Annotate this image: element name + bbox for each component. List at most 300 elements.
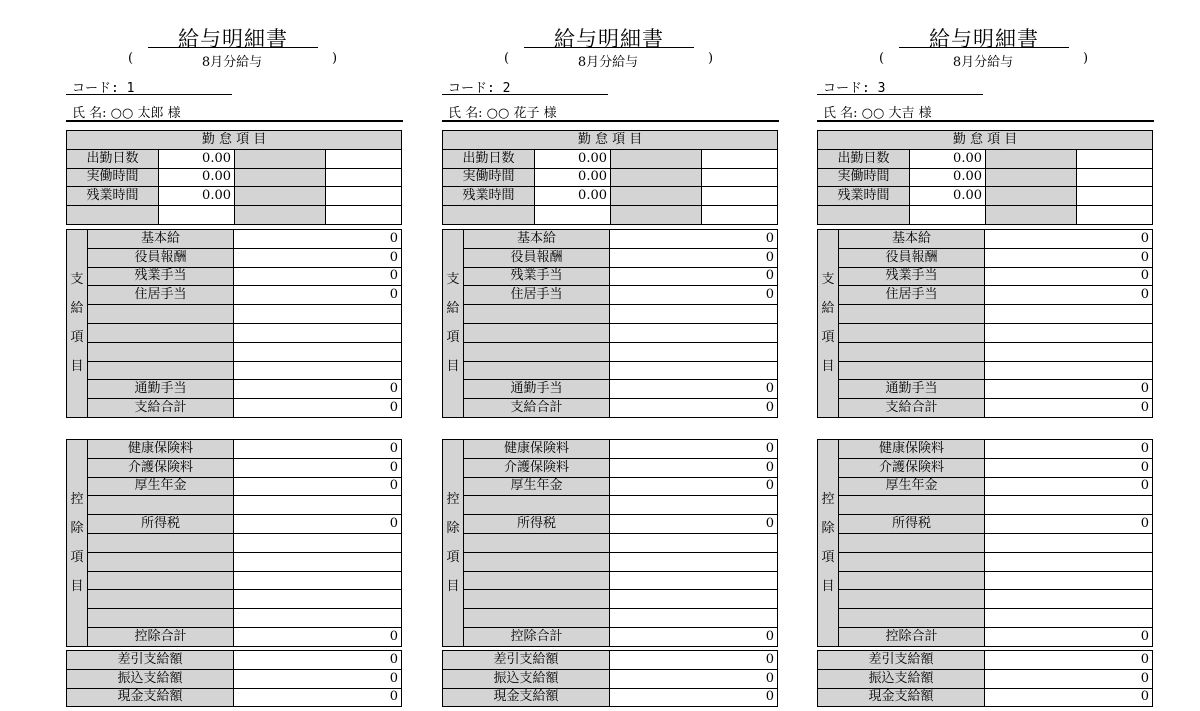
attendance-header: 勤 怠 項 目 [67, 131, 402, 150]
net-item-value: 0 [985, 669, 1153, 688]
deduction-item-value [985, 533, 1153, 552]
attendance-extra-label [611, 168, 702, 187]
deduction-row [443, 496, 778, 515]
deduction-row [818, 440, 1153, 459]
net-item-label: 現金支給額 [818, 688, 985, 707]
attendance-row [818, 187, 1153, 206]
deduction-section-char: 目 [70, 578, 84, 594]
payment-item-value [985, 323, 1153, 342]
payment-item-value: 0 [985, 399, 1153, 418]
net-item-value: 0 [985, 688, 1153, 707]
deduction-item-value [610, 552, 778, 571]
title-underline [148, 47, 318, 48]
payment-row [67, 323, 402, 342]
attendance-value: 0.00 [910, 149, 986, 168]
code-underline [66, 94, 232, 95]
payslip-title: 給与明細書 [178, 27, 288, 51]
deduction-row [818, 496, 1153, 515]
net-item-label: 差引支給額 [443, 651, 610, 670]
deduction-row [67, 552, 402, 571]
attendance-extra-value [326, 149, 402, 168]
deduction-item-label: 控除合計 [464, 627, 610, 646]
payment-section-char: 給 [821, 301, 835, 317]
payment-section-char: 目 [821, 359, 835, 375]
code-label: コード: [823, 81, 870, 96]
attendance-label [818, 206, 910, 225]
attendance-extra-value [702, 187, 778, 206]
payment-section-label [818, 230, 839, 418]
attendance-extra-label [986, 168, 1077, 187]
deduction-item-label [88, 609, 234, 628]
name-label: 氏 名: [72, 106, 107, 121]
attendance-row [443, 149, 778, 168]
payment-item-label [464, 305, 610, 324]
code-value: 2 [502, 81, 511, 96]
net-row [443, 669, 778, 688]
deduction-row [443, 515, 778, 534]
attendance-extra-label [611, 149, 702, 168]
payment-row [67, 248, 402, 267]
payment-item-label: 残業手当 [839, 267, 985, 286]
payment-item-label: 役員報酬 [464, 248, 610, 267]
attendance-row [443, 206, 778, 225]
payment-table [442, 229, 778, 418]
employee-name [448, 102, 557, 121]
payment-section-char: 項 [70, 330, 84, 346]
name-underline [66, 120, 403, 122]
title-underline [524, 47, 694, 48]
attendance-value [910, 206, 986, 225]
deduction-section-label [818, 440, 839, 647]
attendance-row [818, 149, 1153, 168]
deduction-item-value: 0 [234, 515, 402, 534]
deduction-table [817, 439, 1153, 647]
deduction-item-value: 0 [610, 477, 778, 496]
deduction-item-value [234, 496, 402, 515]
attendance-row [67, 206, 402, 225]
attendance-extra-label [235, 206, 326, 225]
attendance-label: 残業時間 [443, 187, 535, 206]
code-value: 3 [877, 81, 886, 96]
payment-item-label: 役員報酬 [839, 248, 985, 267]
payment-item-label [839, 305, 985, 324]
deduction-item-value [234, 552, 402, 571]
deduction-section-char: 項 [70, 549, 84, 565]
payment-item-label [464, 342, 610, 361]
deduction-item-label [464, 496, 610, 515]
attendance-value [535, 206, 611, 225]
attendance-extra-value [702, 168, 778, 187]
pay-period: 8月分給与 [952, 55, 1014, 70]
attendance-table [442, 130, 778, 225]
payment-row [818, 380, 1153, 399]
payment-item-value: 0 [234, 286, 402, 305]
attendance-extra-value [326, 187, 402, 206]
deduction-item-label: 控除合計 [88, 627, 234, 646]
deduction-row [443, 627, 778, 646]
payment-section-char: 支 [446, 272, 460, 288]
payslip-title: 給与明細書 [929, 27, 1039, 51]
deduction-item-label [839, 609, 985, 628]
payment-item-value: 0 [985, 380, 1153, 399]
attendance-extra-label [986, 206, 1077, 225]
deduction-row [443, 552, 778, 571]
close-paren: ) [1083, 51, 1089, 66]
payment-item-label [839, 342, 985, 361]
deduction-row [443, 590, 778, 609]
name-underline [817, 120, 1154, 122]
deduction-row [443, 458, 778, 477]
payment-item-value: 0 [985, 248, 1153, 267]
deduction-section-char: 控 [446, 491, 460, 507]
code-underline [817, 94, 983, 95]
payment-row [67, 267, 402, 286]
net-item-value: 0 [234, 651, 402, 670]
deduction-item-label [88, 552, 234, 571]
deduction-item-label [88, 571, 234, 590]
attendance-header: 勤 怠 項 目 [443, 131, 778, 150]
payslip [817, 0, 1154, 711]
deduction-table [442, 439, 778, 647]
payment-section-char: 支 [70, 272, 84, 288]
payment-row [443, 230, 778, 249]
payment-row [443, 267, 778, 286]
payment-row [443, 286, 778, 305]
payment-item-value [985, 305, 1153, 324]
deduction-item-label [839, 496, 985, 515]
payment-item-value [610, 323, 778, 342]
deduction-row [67, 477, 402, 496]
payment-item-label: 支給合計 [464, 399, 610, 418]
deduction-item-label [839, 533, 985, 552]
deduction-item-label [839, 552, 985, 571]
deduction-item-value: 0 [234, 440, 402, 459]
payment-item-value: 0 [234, 230, 402, 249]
deduction-item-value [985, 496, 1153, 515]
payment-item-label: 通勤手当 [464, 380, 610, 399]
net-pay-table [442, 650, 778, 707]
attendance-label: 実働時間 [443, 168, 535, 187]
deduction-row [818, 515, 1153, 534]
deduction-item-label: 介護保険料 [839, 458, 985, 477]
deduction-row [67, 440, 402, 459]
net-item-label: 差引支給額 [818, 651, 985, 670]
attendance-extra-value [1077, 187, 1153, 206]
deduction-section-char: 目 [821, 578, 835, 594]
payment-row [67, 305, 402, 324]
deduction-section-char: 控 [821, 491, 835, 507]
code-underline [442, 94, 608, 95]
payment-item-label: 基本給 [88, 230, 234, 249]
deduction-item-label [839, 571, 985, 590]
payment-row [443, 361, 778, 380]
attendance-extra-label [611, 206, 702, 225]
attendance-extra-value [1077, 206, 1153, 225]
payment-row [443, 399, 778, 418]
code-value: 1 [126, 81, 135, 96]
payment-item-value [985, 361, 1153, 380]
honorific: 様 [918, 106, 932, 121]
deduction-row [67, 627, 402, 646]
attendance-value: 0.00 [535, 149, 611, 168]
payment-row [443, 305, 778, 324]
payment-section-char: 目 [70, 359, 84, 375]
deduction-row [67, 515, 402, 534]
open-paren: ( [504, 51, 510, 66]
payment-item-label [88, 323, 234, 342]
payslip [442, 0, 779, 711]
deduction-row [818, 609, 1153, 628]
payment-item-value: 0 [985, 267, 1153, 286]
payslip-title: 給与明細書 [554, 27, 664, 51]
deduction-row [67, 496, 402, 515]
payment-row [818, 267, 1153, 286]
net-row [818, 688, 1153, 707]
deduction-item-value [234, 533, 402, 552]
deduction-item-value [234, 609, 402, 628]
payment-item-value: 0 [610, 286, 778, 305]
attendance-value: 0.00 [159, 168, 235, 187]
payment-item-label [88, 342, 234, 361]
attendance-value: 0.00 [535, 187, 611, 206]
deduction-section-char: 項 [446, 549, 460, 565]
net-item-value: 0 [985, 651, 1153, 670]
attendance-row [443, 187, 778, 206]
attendance-extra-label [235, 187, 326, 206]
honorific: 様 [167, 106, 181, 121]
deduction-item-label [88, 590, 234, 609]
deduction-row [443, 477, 778, 496]
attendance-row [67, 149, 402, 168]
attendance-label: 残業時間 [67, 187, 159, 206]
honorific: 様 [543, 106, 557, 121]
deduction-item-value [985, 552, 1153, 571]
deduction-item-label: 所得税 [464, 515, 610, 534]
payment-item-value [985, 342, 1153, 361]
deduction-item-value: 0 [985, 458, 1153, 477]
deduction-item-label [839, 590, 985, 609]
deduction-item-value: 0 [610, 627, 778, 646]
deduction-item-value: 0 [234, 627, 402, 646]
payment-section-char: 給 [446, 301, 460, 317]
deduction-item-label: 厚生年金 [839, 477, 985, 496]
attendance-extra-value [326, 168, 402, 187]
payment-item-value [234, 305, 402, 324]
payment-section-label [443, 230, 464, 418]
payment-section-char: 項 [446, 330, 460, 346]
deduction-item-label [464, 609, 610, 628]
deduction-item-label: 健康保険料 [839, 440, 985, 459]
deduction-item-value [234, 590, 402, 609]
payment-row [818, 248, 1153, 267]
deduction-section-char: 除 [446, 520, 460, 536]
close-paren: ) [332, 51, 338, 66]
payment-row [443, 323, 778, 342]
deduction-item-value [985, 609, 1153, 628]
attendance-extra-label [235, 149, 326, 168]
deduction-item-label [464, 552, 610, 571]
deduction-item-value: 0 [985, 515, 1153, 534]
deduction-item-value: 0 [985, 477, 1153, 496]
deduction-item-label: 控除合計 [839, 627, 985, 646]
employee-name [823, 102, 932, 121]
deduction-item-label: 介護保険料 [88, 458, 234, 477]
net-item-value: 0 [610, 669, 778, 688]
net-pay-table [817, 650, 1153, 707]
deduction-row [443, 533, 778, 552]
deduction-item-value: 0 [234, 458, 402, 477]
net-row [67, 688, 402, 707]
deduction-item-label [464, 533, 610, 552]
deduction-row [443, 440, 778, 459]
payment-section-char: 支 [821, 272, 835, 288]
net-item-value: 0 [234, 688, 402, 707]
deduction-item-label [88, 533, 234, 552]
payment-row [443, 342, 778, 361]
payment-row [818, 286, 1153, 305]
deduction-row [67, 533, 402, 552]
pay-period: 8月分給与 [201, 55, 263, 70]
deduction-item-label: 健康保険料 [464, 440, 610, 459]
attendance-value: 0.00 [910, 168, 986, 187]
payment-item-label: 住居手当 [464, 286, 610, 305]
payment-row [818, 342, 1153, 361]
deduction-item-value: 0 [234, 477, 402, 496]
payment-table [66, 229, 402, 418]
payment-row [67, 286, 402, 305]
attendance-row [818, 206, 1153, 225]
payment-item-value: 0 [234, 399, 402, 418]
net-item-label: 振込支給額 [67, 669, 234, 688]
payment-row [818, 230, 1153, 249]
title-underline [899, 47, 1069, 48]
deduction-row [443, 571, 778, 590]
net-pay-table [66, 650, 402, 707]
deduction-row [818, 552, 1153, 571]
payment-item-label [839, 323, 985, 342]
deduction-item-label: 健康保険料 [88, 440, 234, 459]
attendance-label: 出勤日数 [443, 149, 535, 168]
deduction-item-value [610, 533, 778, 552]
payment-item-label: 支給合計 [88, 399, 234, 418]
payment-item-value [610, 342, 778, 361]
attendance-table [817, 130, 1153, 225]
net-item-value: 0 [234, 669, 402, 688]
deduction-item-label [464, 571, 610, 590]
net-item-value: 0 [610, 651, 778, 670]
attendance-value: 0.00 [159, 187, 235, 206]
payment-item-label: 通勤手当 [839, 380, 985, 399]
attendance-extra-label [235, 168, 326, 187]
code-label: コード: [72, 81, 119, 96]
deduction-item-value: 0 [610, 515, 778, 534]
deduction-item-value [610, 496, 778, 515]
net-item-value: 0 [610, 688, 778, 707]
deduction-table [66, 439, 402, 647]
net-row [67, 669, 402, 688]
attendance-label: 実働時間 [818, 168, 910, 187]
deduction-row [818, 477, 1153, 496]
payment-item-value: 0 [610, 380, 778, 399]
payment-item-label [839, 361, 985, 380]
attendance-label [443, 206, 535, 225]
payment-item-value [234, 361, 402, 380]
employee-name [72, 102, 181, 121]
payment-section-char: 項 [821, 330, 835, 346]
deduction-row [443, 609, 778, 628]
net-row [818, 651, 1153, 670]
deduction-item-value: 0 [610, 458, 778, 477]
deduction-item-label: 介護保険料 [464, 458, 610, 477]
net-item-label: 振込支給額 [443, 669, 610, 688]
deduction-section-char: 除 [821, 520, 835, 536]
attendance-row [67, 168, 402, 187]
attendance-value: 0.00 [159, 149, 235, 168]
payment-item-label: 住居手当 [88, 286, 234, 305]
payment-item-label: 支給合計 [839, 399, 985, 418]
attendance-extra-label [611, 187, 702, 206]
attendance-extra-value [1077, 168, 1153, 187]
attendance-label: 残業時間 [818, 187, 910, 206]
net-row [818, 669, 1153, 688]
payment-table [817, 229, 1153, 418]
deduction-row [818, 627, 1153, 646]
attendance-row [67, 187, 402, 206]
payment-row [818, 323, 1153, 342]
name-label: 氏 名: [448, 106, 483, 121]
payment-item-value: 0 [610, 248, 778, 267]
attendance-header: 勤 怠 項 目 [818, 131, 1153, 150]
net-row [443, 651, 778, 670]
deduction-item-value: 0 [610, 440, 778, 459]
payment-row [443, 248, 778, 267]
payment-item-value [610, 361, 778, 380]
payment-item-value: 0 [234, 380, 402, 399]
deduction-row [67, 458, 402, 477]
attendance-extra-label [986, 149, 1077, 168]
net-item-label: 現金支給額 [443, 688, 610, 707]
name-label: 氏 名: [823, 106, 858, 121]
payment-item-value: 0 [610, 230, 778, 249]
deduction-item-label: 厚生年金 [464, 477, 610, 496]
deduction-row [818, 533, 1153, 552]
payment-item-label: 残業手当 [464, 267, 610, 286]
deduction-row [67, 590, 402, 609]
deduction-item-label: 厚生年金 [88, 477, 234, 496]
deduction-item-value [234, 571, 402, 590]
deduction-item-value: 0 [985, 440, 1153, 459]
net-row [67, 651, 402, 670]
payment-section-char: 給 [70, 301, 84, 317]
attendance-extra-value [702, 149, 778, 168]
deduction-item-value: 0 [985, 627, 1153, 646]
open-paren: ( [128, 51, 134, 66]
payment-row [67, 342, 402, 361]
deduction-item-value [985, 590, 1153, 609]
pay-period: 8月分給与 [577, 55, 639, 70]
payment-row [67, 361, 402, 380]
deduction-item-label [88, 496, 234, 515]
payment-section-char: 目 [446, 359, 460, 375]
deduction-section-char: 除 [70, 520, 84, 536]
payslip [66, 0, 403, 711]
payment-item-label [88, 305, 234, 324]
payment-row [818, 399, 1153, 418]
payment-item-value: 0 [234, 267, 402, 286]
payment-item-value: 0 [985, 230, 1153, 249]
deduction-row [818, 590, 1153, 609]
payment-item-label: 基本給 [464, 230, 610, 249]
